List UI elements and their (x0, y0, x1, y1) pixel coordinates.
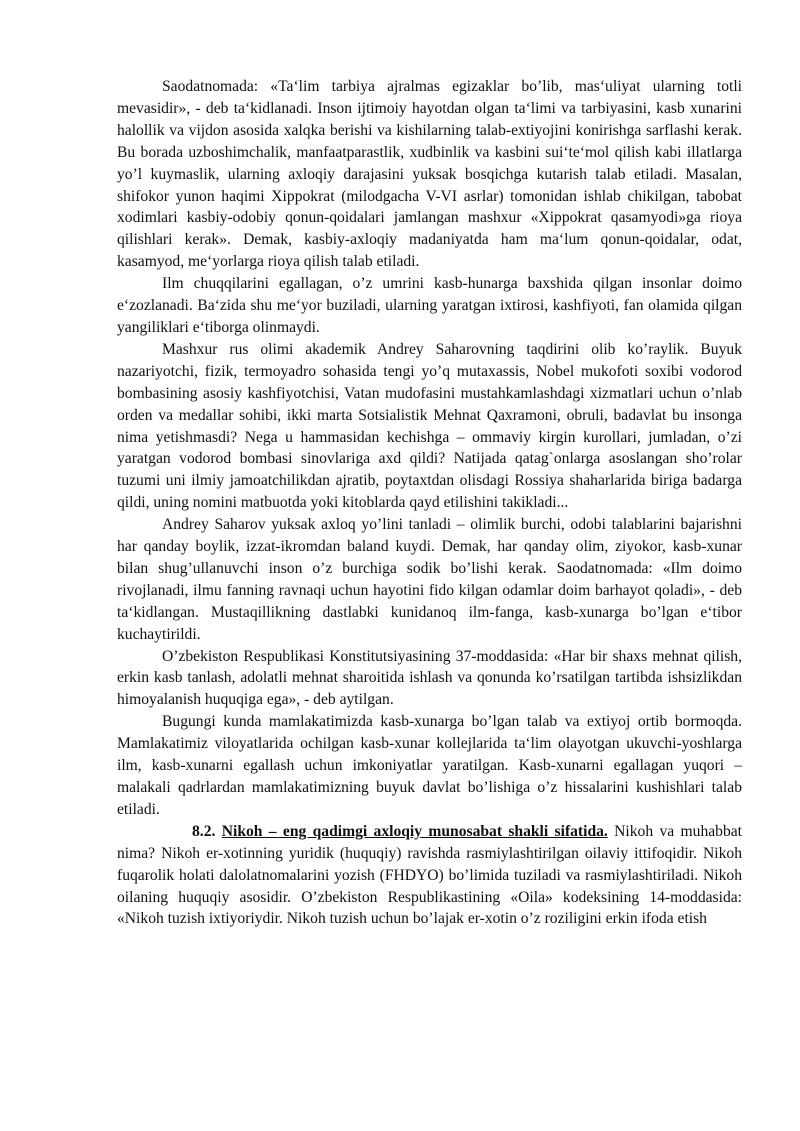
document-page (117, 76, 742, 930)
paragraph-saharov-taqdiri: Mashxur rus olimi akademik Andrey Saharovning taqdirini olib koʼraylik. Buyuk nazariyotchi, fizik, termoyadro sohasida tengi yoʼq mutaxassis, Nobel mukofoti soxibi vodorod bombasining asosiy kashfiyotchisi, Vatan mudofasini mustahkamlashdagi xizmatlari uchun oʼnlab orden va medallar sohibi, ikki marta Sotsialistik Mehnat Qaxramoni, obruli, badavlat bu insonga nima yetishmasdi? Nega u hammasidan kechishga – ommaviy kirgin kurollari, jumladan, oʼzi yaratgan vodorod bombasi sinovlariga axd qildi? Natijada qatag`onlarga asoslangan shoʼrolar tuzumi uni ilmiy jamoatchilikdan ajratib, poytaxtdan olisdagi Rossiya shaharlarida biriga badarga qildi, uning nomini matbuotda yoki kitoblarda qayd etilishini takikladi... (117, 340, 742, 512)
paragraph-konstitutsiya: Oʼzbekiston Respublikasi Konstitutsiyasining 37-moddasida: «Har bir shaxs mehnat qilish, erkin kasb tanlash, adolatli mehnat sharoitida ishlash va qonunda koʼrsatilgan tartibda ishsizlikdan himoyalanish huquqiga ega», - deb aytilgan. (117, 647, 742, 709)
section-body: Nikoh va muhabbat nima? Nikoh er-xotinning yuridik (huquqiy) ravishda rasmiylashtirilgan oilaviy ittifoqidir. Nikoh fuqarolik holati dalolatnomalarini yozish (FHDYO) boʼlimida tuziladi va rasmiylashtiriladi. Nikoh oilaning huquqiy asosidir. Oʼzbekiston Respublikastining «Oila» kodeksining 14-moddasida: «Nikoh tuzish ixtiyoriydir. Nikoh tuzish uchun boʼlajak er-xotin oʼz roziligini erkin ifoda etish (117, 822, 743, 928)
section-8-2-paragraph (117, 821, 742, 931)
section-heading: Nikoh – eng qadimgi axloqiy munosabat shakli sifatida. (221, 822, 608, 840)
section-number: 8.2. (192, 822, 216, 840)
paragraph-saharov-axloq: Andrey Saharov yuksak axloq yoʼlini tanladi – olimlik burchi, odobi talablarini bajarishni har qanday boylik, izzat-ikromdan baland kuydi. Demak, har qanday olim, ziyokor, kasb-xunar bilan shugʼullanuvchi inson oʼz burchiga sodik boʼlishi kerak. Saodatnomada: «Ilm doimo rivojlanadi, ilmu fanning ravnaqi uchun hayotini fido kilgan odamlar doim barhayot qoladi», - deb taʻkidlangan. Mustaqillikning dastlabki kunidanoq ilm-fanga, kasb-xunarga boʼlgan eʻtibor kuchaytirildi. (117, 516, 742, 643)
paragraph-saodatnoma: Saodatnomada: «Taʻlim tarbiya ajralmas egizaklar boʼlib, masʻuliyat ularning totli mevasidir», - deb taʻkidlanadi. Inson ijtimoiy hayotdan olgan taʻlimi va tarbiyasini, kasb xunarini halollik va vijdon asosida xalqka berishi va kishilarning talab-extiyojini konirishga sarflashi kerak. Bu borada uzboshimchalik, manfaatparastlik, xudbinlik va kasbini suiʻteʻmol qilish kabi illatlarga yoʼl kuymaslik, ularning axloqiy darajasini yuksak bosqichga kutarish talab etiladi. Masalan, shifokor yunon haqimi Xippokrat (milodgacha V-VI asrlar) tomonidan ishlab chikilgan, tabobat xodimlari kasbiy-odobiy qonun-qoidalari jamlangan mashxur «Xippokrat qasamyodi»ga rioya qilishlari kerak». Demak, kasbiy-axloqiy madaniyatda ham maʻlum qonun-qoidalar, odat, kasamyod, meʻyorlarga rioya qilish talab etiladi. (117, 78, 742, 271)
paragraph-ilm-chuqqilari: Ilm chuqqilarini egallagan, oʼz umrini kasb-hunarga baxshida qilgan insonlar doimo eʻzozlanadi. Baʻzida shu meʻyor buziladi, ularning yaratgan ixtirosi, kashfiyoti, fan olamida qilgan yangiliklari eʻtiborga olinmaydi. (117, 275, 742, 336)
paragraph-kasb-xunar: Bugungi kunda mamlakatimizda kasb-xunarga boʼlgan talab va extiyoj ortib bormoqda. Mamlakatimiz viloyatlarida ochilgan kasb-xunar kollejlarida taʻlim olayotgan ukuvchi-yoshlarga ilm, kasb-xunarni egallash uchun imkoniyatlar yaratilgan. Kasb-xunarni egallagan yuqori – malakali qadrlardan mamlakatimizning buyuk davlat boʼlishiga oʼz hissalarini kushishlari talab etiladi. (117, 713, 742, 818)
